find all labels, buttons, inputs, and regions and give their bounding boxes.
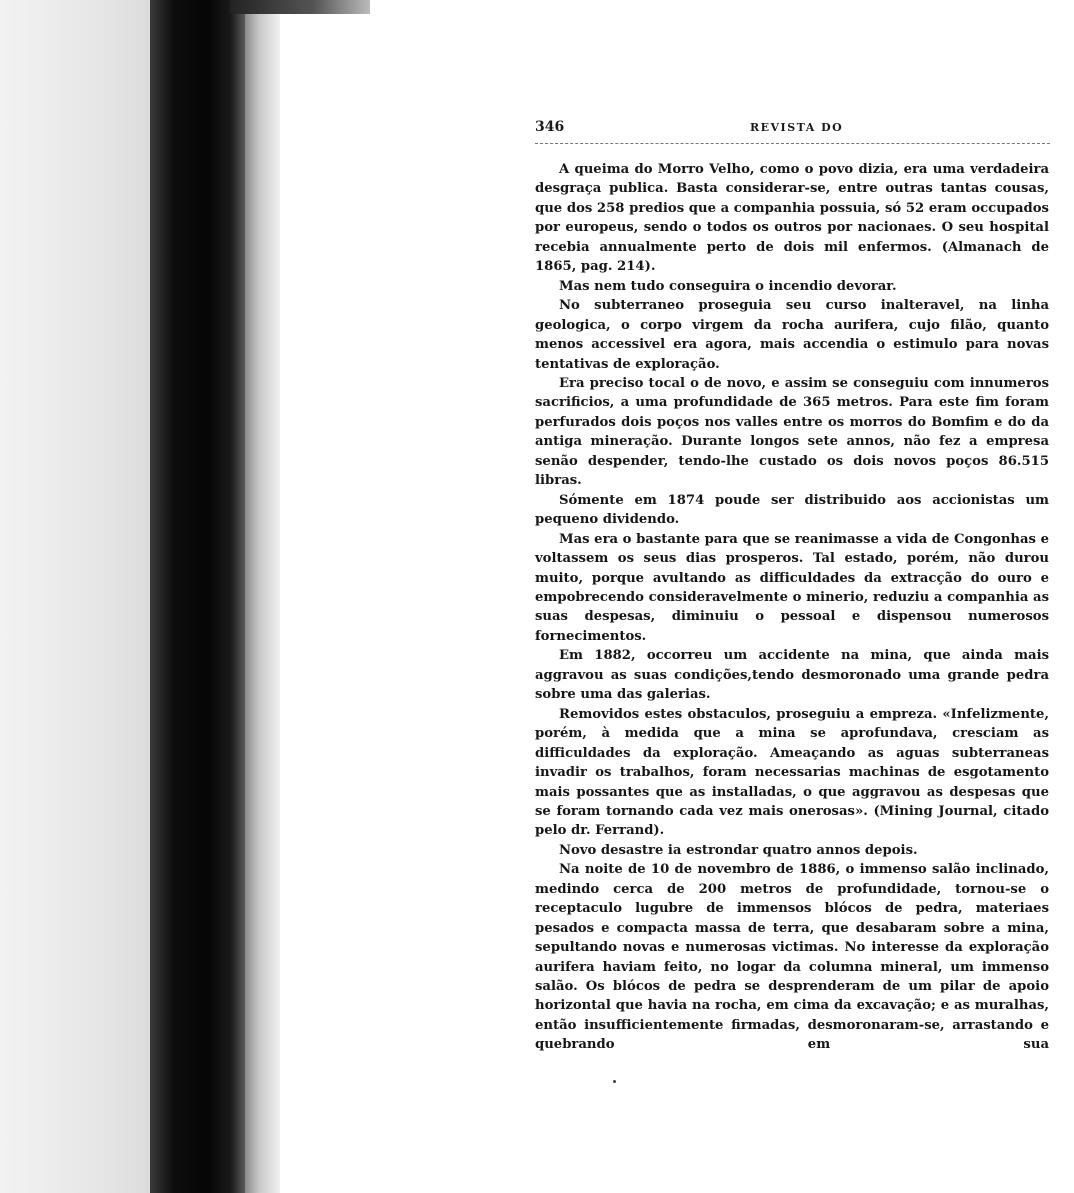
paragraph: Mas era o bastante para que se reanimasse a vida de Congonhas e voltassem os seus dias prosperos. Tal estado, porém, não durou muito, porque avultando as difficuldades da extracção do ouro e empobrecendo consideravelmente o minerio, reduziu a companhia as suas despesas, diminuiu o pessoal e dispensou numerosos fornecimentos. (535, 531, 1049, 644)
paragraph: No subterraneo proseguia seu curso inalteravel, na linha geologica, o corpo virgem da rocha aurifera, cujo filão, quanto menos accessivel era agora, mais accendia o estimulo para novas tentativas de exploração. (535, 298, 1049, 372)
binding-gutter (245, 0, 280, 1193)
paragraph: Mas nem tudo conseguira o incendio devorar. (559, 278, 897, 294)
ink-speck (613, 1080, 616, 1083)
top-edge-shadow (230, 0, 370, 14)
header-rule (535, 143, 1050, 144)
paragraph: Removidos estes obstaculos, proseguiu a empreza. «Infelizmente, porém, à medida que a mina se aprofundava, cresciam as difficuldades da exploração. Ameaçando as aguas subterraneas invadir os trabalhos, foram necessarias machinas de esgotamento mais possantes que as installadas, o que aggravou as despesas que se foram tornando cada vez mais onerosas». (Mining Journal, citado pelo dr. Ferrand). (535, 706, 1049, 839)
paragraph: Novo desastre ia estrondar quatro annos depois. (559, 842, 918, 858)
paragraph: Sómente em 1874 poude ser distribuido aos accionistas um pequeno dividendo. (535, 492, 1049, 528)
paragraph: Na noite de 10 de novembro de 1886, o immenso salão inclinado, medindo cerca de 200 metros de profundidade, tornou-se o receptaculo lugubre de immensos blócos de pedra, materiaes pesados e compacta massa de terra, que desabaram sobre a mina, sepultando novas e numerosas victimas. No interesse da exploração aurifera haviam feito, no logar da columna mineral, um immenso salão. Os blócos de pedra se desprenderam de um pilar de apoio horizontal que havia na rocha, em cima da excavação; e as muralhas, então insufficientemente firmadas, desmoronaram-se, arrastando e quebrando em sua (535, 862, 1049, 1053)
paragraph: A queima do Morro Velho, como o povo dizia, era uma verdadeira desgraça publica. Basta considerar-se, entre outras tantas cousas, que dos 258 predios que a companhia possuia, só 52 eram occupados por europeus, sendo o todos os outros por nacionaes. O seu hospital recebia annualmente perto de dois mil enfermos. (Almanach de 1865, pag. 214). (535, 162, 1049, 275)
paragraph: Era preciso tocal o de novo, e assim se conseguiu com innumeros sacrificios, a uma profundidade de 365 metros. Para este fim foram perfurados dois poços nos valles entre os morros do Bomfim e do da antiga mineração. Durante longos sete annos, não fez a empresa senão despender, tendo-lhe custado os dois novos poços 86.515 libras. (535, 375, 1049, 489)
body-text (535, 160, 1049, 1055)
page-number: 346 (535, 119, 565, 135)
book-binding-shadow (150, 0, 245, 1193)
paragraph: Em 1882, occorreu um accidente na mina, que ainda mais aggravou as suas condições,tendo desmoronado uma grande pedra sobre uma das galerias. (535, 648, 1049, 703)
page-header (535, 119, 1050, 141)
running-title: REVISTA DO (750, 121, 844, 134)
